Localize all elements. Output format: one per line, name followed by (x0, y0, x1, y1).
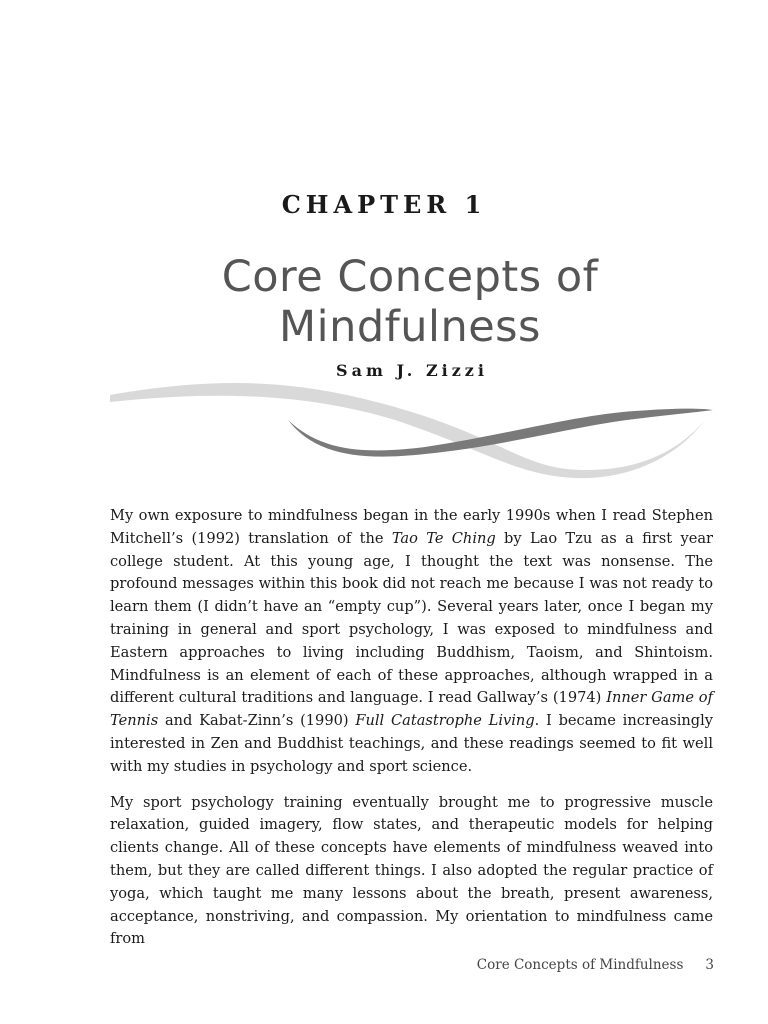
italic-title-text: Tao Te Ching (391, 529, 496, 547)
text-run: and Kabat-Zinn’s (1990) (158, 712, 356, 730)
paragraph (110, 505, 713, 779)
page-number: 3 (705, 957, 714, 973)
italic-title-text: Inner Game of Tennis (110, 689, 713, 730)
text-run: My sport psychology training eventually brought me to progressive muscle relaxation, guided imagery, flow states, and therapeutic models for helping clients change. All of these concepts have elements of mindfulness weaved into them, but they are called different things. I also adopted the regular practice of yoga, which taught me many lessons about the breath, present awareness, acceptance, nonstriving, and compassion. My orientation to mindfulness came from (110, 793, 713, 948)
paragraph (110, 792, 713, 952)
text-run: My own exposure to mindfulness began in the early 1990s when I read Stephen Mitchell’s (1992) translation of the (110, 507, 713, 547)
running-title: Core Concepts of Mindfulness (476, 957, 684, 973)
decorative-swoosh (105, 375, 720, 480)
text-run: by Lao Tzu as a first year college student. At this young age, I thought the text was nonsense. The profound messages within this book did not reach me because I was not ready to learn them (I didn’t have an “empty cup”). Several years later, once I began my training in general and sport psychology, I was exposed to mindfulness and Eastern approaches to living including Buddhism, Taoism, and Shintoism. Mindfulness is an element of each of these approaches, although wrapped in a different cultural traditions and language. I read Gallway’s (1974) (110, 529, 714, 707)
author-name: Sam J. Zizzi (336, 361, 488, 380)
swoosh-light-ribbon (110, 383, 705, 478)
text-run: . I became increasingly interested in Zen and Buddhist teachings, and these readings seemed to fit well with my studies in psychology and sport science. (110, 712, 714, 775)
page-footer (470, 957, 714, 973)
chapter-title (0, 252, 768, 352)
chapter-label: CHAPTER 1 (281, 190, 487, 219)
chapter-title-line-2: Mindfulness (279, 302, 541, 352)
italic-title-text: Full Catastrophe Living (355, 712, 535, 730)
body-text (110, 505, 713, 964)
chapter-title-line-1: Core Concepts of (221, 252, 599, 302)
